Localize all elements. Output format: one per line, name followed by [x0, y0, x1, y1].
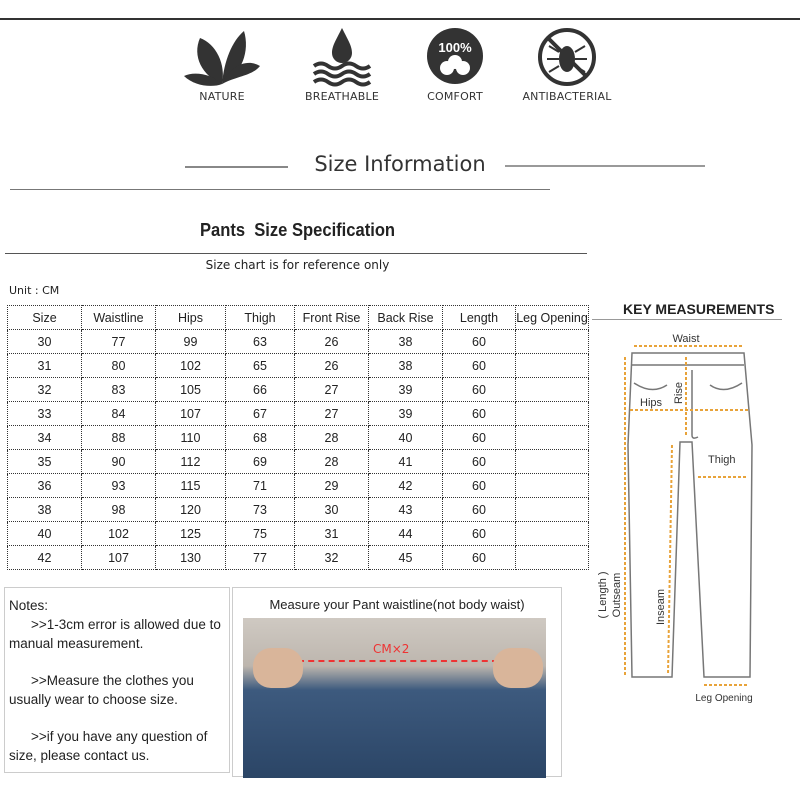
no-bug-icon [527, 26, 607, 88]
table-cell: 102 [156, 354, 226, 378]
table-cell: 28 [295, 426, 369, 450]
unit-label: Unit : CM [9, 284, 60, 297]
table-cell [516, 450, 589, 474]
table-cell: 32 [295, 546, 369, 570]
table-cell: 34 [8, 426, 82, 450]
table-cell: 73 [226, 498, 295, 522]
table-cell: 80 [82, 354, 156, 378]
table-row [8, 498, 589, 522]
water-drop-icon [302, 26, 382, 88]
table-cell: 60 [443, 402, 516, 426]
top-divider [0, 18, 800, 20]
table-cell: 77 [82, 330, 156, 354]
table-cell: 90 [82, 450, 156, 474]
table-header-row [8, 306, 589, 330]
column-header: Length [443, 306, 516, 330]
table-cell: 125 [156, 522, 226, 546]
outseam-label: Outseam [611, 572, 623, 618]
table-cell: 77 [226, 546, 295, 570]
table-cell: 36 [8, 474, 82, 498]
table-cell: 71 [226, 474, 295, 498]
feature-label: ANTIBACTERIAL [522, 90, 612, 103]
notes-box [4, 587, 230, 773]
table-cell: 39 [369, 402, 443, 426]
table-cell: 60 [443, 546, 516, 570]
table-cell: 39 [369, 378, 443, 402]
size-table [7, 305, 589, 570]
key-title: KEY MEASUREMENTS [623, 301, 775, 317]
column-header: Waistline [82, 306, 156, 330]
notes-title: Notes: [9, 598, 49, 613]
column-header: Thigh [226, 306, 295, 330]
table-cell [516, 354, 589, 378]
table-cell: 107 [156, 402, 226, 426]
feature-breathable [287, 26, 397, 103]
thigh-label: Thigh [708, 454, 736, 466]
table-cell: 27 [295, 378, 369, 402]
table-cell: 42 [369, 474, 443, 498]
spec-title: Pants Size Specification [199, 220, 396, 240]
table-cell: 93 [82, 474, 156, 498]
table-cell: 60 [443, 450, 516, 474]
measure-box [232, 587, 562, 777]
table-cell: 68 [226, 426, 295, 450]
table-cell: 31 [295, 522, 369, 546]
table-cell [516, 426, 589, 450]
table-cell: 110 [156, 426, 226, 450]
table-cell: 45 [369, 546, 443, 570]
table-cell: 28 [295, 450, 369, 474]
table-cell [516, 474, 589, 498]
leg-opening-label: Leg Opening [695, 693, 753, 704]
table-row [8, 402, 589, 426]
measure-label: CM×2 [373, 642, 410, 656]
table-cell [516, 498, 589, 522]
divider [5, 253, 587, 254]
table-row [8, 330, 589, 354]
table-cell: 130 [156, 546, 226, 570]
jeans-photo [243, 618, 546, 778]
inseam-label: Inseam [655, 588, 667, 626]
table-cell: 60 [443, 426, 516, 450]
table-cell: 98 [82, 498, 156, 522]
table-cell: 60 [443, 522, 516, 546]
table-cell: 88 [82, 426, 156, 450]
table-cell [516, 402, 589, 426]
table-cell: 60 [443, 378, 516, 402]
hand-right [493, 648, 543, 688]
table-cell: 112 [156, 450, 226, 474]
feature-comfort [400, 26, 510, 103]
divider [592, 319, 782, 320]
table-cell: 60 [443, 330, 516, 354]
feature-label: BREATHABLE [305, 90, 379, 103]
pants-diagram [592, 325, 792, 710]
feature-label: NATURE [199, 90, 245, 103]
table-cell: 120 [156, 498, 226, 522]
table-cell: 102 [82, 522, 156, 546]
table-cell: 60 [443, 354, 516, 378]
table-cell [516, 378, 589, 402]
table-row [8, 546, 589, 570]
table-row [8, 354, 589, 378]
table-cell: 38 [369, 330, 443, 354]
badge-text: 100% [438, 40, 472, 55]
table-cell: 30 [295, 498, 369, 522]
feature-nature [167, 26, 277, 103]
table-row [8, 474, 589, 498]
table-cell: 33 [8, 402, 82, 426]
table-cell: 84 [82, 402, 156, 426]
table-cell: 65 [226, 354, 295, 378]
table-cell: 66 [226, 378, 295, 402]
section-title: Size Information [314, 152, 486, 176]
table-cell: 40 [8, 522, 82, 546]
table-cell: 26 [295, 354, 369, 378]
table-cell: 60 [443, 498, 516, 522]
table-cell: 42 [8, 546, 82, 570]
table-cell: 27 [295, 402, 369, 426]
table-cell [516, 546, 589, 570]
column-header: Back Rise [369, 306, 443, 330]
table-cell: 38 [8, 498, 82, 522]
table-cell: 69 [226, 450, 295, 474]
waist-label: Waist [672, 333, 700, 345]
table-cell: 107 [82, 546, 156, 570]
column-header: Hips [156, 306, 226, 330]
cotton-icon [415, 26, 495, 88]
note-item: >>1-3cm error is allowed due to manual measurement. [9, 617, 221, 651]
table-cell: 30 [8, 330, 82, 354]
divider [10, 189, 550, 190]
note-item: >>if you have any question of size, please contact us. [9, 729, 208, 763]
table-row [8, 378, 589, 402]
table-cell: 38 [369, 354, 443, 378]
table-cell: 67 [226, 402, 295, 426]
table-cell: 43 [369, 498, 443, 522]
table-cell: 44 [369, 522, 443, 546]
table-row [8, 450, 589, 474]
table-cell: 105 [156, 378, 226, 402]
table-cell: 40 [369, 426, 443, 450]
column-header: Front Rise [295, 306, 369, 330]
table-row [8, 522, 589, 546]
table-cell: 99 [156, 330, 226, 354]
table-row [8, 426, 589, 450]
note-item: >>Measure the clothes you usually wear to choose size. [9, 673, 194, 707]
feature-antibacterial [512, 26, 622, 103]
table-cell: 115 [156, 474, 226, 498]
table-cell: 26 [295, 330, 369, 354]
measure-title: Measure your Pant waistline(not body waist) [269, 597, 525, 612]
feature-label: COMFORT [427, 90, 483, 103]
hand-left [253, 648, 303, 688]
rise-label: Rise [673, 381, 685, 405]
table-cell: 60 [443, 474, 516, 498]
leaves-icon [182, 26, 262, 88]
column-header: Size [8, 306, 82, 330]
table-cell: 29 [295, 474, 369, 498]
table-cell: 83 [82, 378, 156, 402]
measure-line [298, 660, 498, 662]
table-cell: 35 [8, 450, 82, 474]
spec-note: Size chart is for reference only [205, 258, 390, 272]
table-cell: 63 [226, 330, 295, 354]
table-cell [516, 330, 589, 354]
table-cell: 41 [369, 450, 443, 474]
length-label: ( Length ) [597, 571, 609, 619]
table-cell [516, 522, 589, 546]
column-header: Leg Opening [516, 306, 589, 330]
table-cell: 75 [226, 522, 295, 546]
hips-label: Hips [640, 397, 663, 409]
table-cell: 32 [8, 378, 82, 402]
table-cell: 31 [8, 354, 82, 378]
